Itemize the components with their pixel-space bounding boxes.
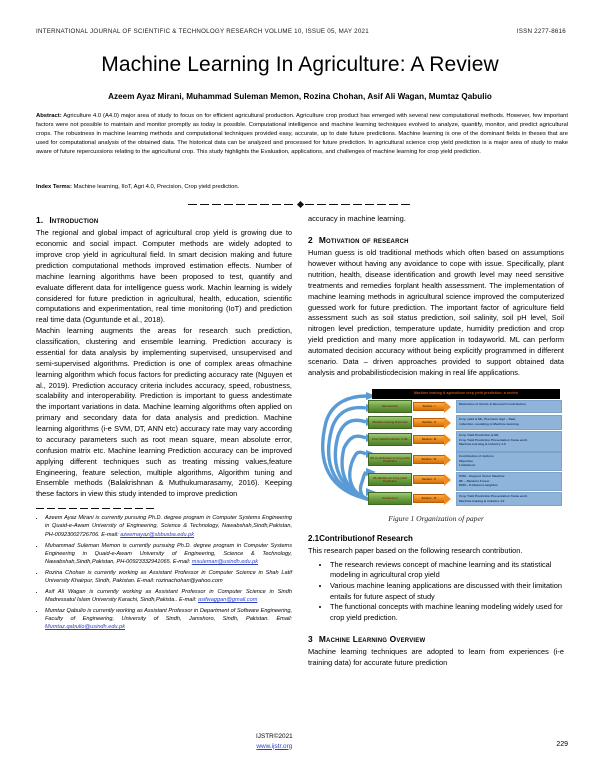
figure-banner: Machine leaning & agriculture crop yield prediction: a review bbox=[372, 389, 560, 399]
figure-detail-line: Motivation of Article & Research Contribution bbox=[459, 401, 526, 406]
right-column bbox=[308, 214, 564, 669]
figure-detail-line: SVM – Support Vector Machine bbox=[459, 473, 505, 478]
figure-detail-line: Machine learning & industry 4.0 bbox=[459, 442, 506, 447]
figure-stage-box: ML Contribution in Crop yield Prediction bbox=[368, 453, 412, 466]
heading-motivation bbox=[308, 234, 564, 246]
figure-1 bbox=[308, 388, 564, 524]
page-footer bbox=[0, 732, 600, 768]
footer-url-link[interactable]: www.ijstr.org bbox=[256, 742, 293, 750]
heading-motivation-number: 2 bbox=[308, 234, 313, 245]
abstract-text: Agriculture 4.0 (A4.0) major area of study to focus on for efficient agricultural production. Agriculture crop product has emerged with several new computational methods. However, few important factors were not possible to maintain and monitor promptly as today is possible. Computational intelligence and machine learning techniques evolved to analyze, quantify, monitor, and predict agricultural crops. The robustness in machine learning methods and computational techniques provided easy, accurate, up to date future predictions. Machine learning is one of the dominant fields in theses that are used for computational analysis of the obtained data. The historical data can be analyzed and processed for future prediction. In agricultural science crop yield prediction is a major area of study to make aware of future repercussions relating to the agricultural crop. This study highlights the Evaluation, applications, and challenges of machine learning for crop yield prediction. bbox=[36, 113, 568, 155]
affiliation-email-link[interactable]: Mumtaz.qabulio@usindh.edu.pk bbox=[45, 624, 125, 631]
figure-detail-line: RF – Random Forest bbox=[459, 478, 490, 483]
heading-introduction-label: Introduction bbox=[49, 215, 99, 225]
divider-dashes-right bbox=[305, 204, 413, 205]
intro-paragraph-2: Machin learning augments the areas for research such prediction, classification, clustering and ensemble learning. Prediction accuracy is essential for data analysis by implementing supervised, unsupervised and semi-supervised algorithms. Prediction is one of complex areas ofmachine learning algorithm which focus factors for predicting accuracy rate (Nguyen et al., 2019). Prediction accuracy criteria includes accuracy, speed, robustness, scalability and interoperability. Prediction is important to guess andestimate the important variations in data. Machine learning algorithms often applied on primary and secondary data for data analysis and prediction. Machine learning algorithms (i-e SVM, DT, ANN etc) accuracy rate may vary according to accuracy parameters such as root mean square, mean absolute error, confusion matrix etc. Machine learning Prediction accuracy can be improved applying different techniques such as treating missing values,feature Engineering, feature selection, multiple algorithms, Algorithm tuning and Ensemble methods (Balakrishnan & Muthukumarasamy, 2016). Keeping these factors in view this study intended to improve prediction bbox=[36, 326, 292, 499]
abstract bbox=[36, 112, 568, 156]
list-item bbox=[45, 514, 292, 539]
page-number: 229 bbox=[556, 741, 568, 748]
list-item bbox=[45, 569, 292, 586]
abstract-label: Abstract: bbox=[36, 113, 62, 119]
left-column bbox=[36, 214, 292, 634]
index-terms-text: Machine learning, IIoT, Agri 4.0, Precision, Crop yield prediction. bbox=[71, 184, 240, 190]
affiliation-text: is currently pursuing Ph.D. degree program in Computer Systems Engineering in Quaid-e-Awam University of Engineering, Science & Technology, Nawabshah,Sindh,Pakistan, PH-00923332941065. E-mail: bbox=[45, 542, 293, 566]
contribution-bullet-list bbox=[308, 560, 564, 624]
list-item bbox=[45, 607, 292, 632]
figure-stage-box: Machine leaning Overview bbox=[368, 416, 412, 429]
author-list: Azeem Ayaz Mirani, Muhammad Suleman Memon, Rozina Chohan, Asif Ali Wagan, Mumtaz Qabulio bbox=[108, 92, 492, 101]
list-item: • The functional concepts with machine leaning modeling widely used for crop yield prediction. bbox=[330, 602, 564, 623]
affiliation-text: is currently working as Assistant Professor in Computer Science in Shah Latif University Khairpur, Sindh, Pakistan. E-mail: rozinachohan@yahoo.com bbox=[45, 569, 293, 585]
figure-detail-panel bbox=[456, 400, 562, 413]
figure-detail-panel bbox=[456, 431, 562, 452]
figure-stage-box: ML Models for Crop yield Prediction bbox=[368, 473, 412, 486]
page-title: Machine Learning In Agriculture: A Review bbox=[101, 53, 499, 76]
heading-introduction-number: 1. bbox=[36, 215, 44, 225]
figure-detail-line: collection, modeling in Machine learning bbox=[459, 421, 519, 426]
figure-detail-line: Objective bbox=[459, 458, 473, 463]
heading-ml-overview-number: 3 bbox=[308, 633, 313, 644]
affiliation-email-link[interactable]: msuleman@usindh.edu.pk bbox=[191, 559, 259, 566]
list-item bbox=[45, 542, 292, 567]
heading-contribution: 2.1Contributionof Research bbox=[308, 533, 413, 543]
footer-copyright: IJSTR©2021 bbox=[256, 733, 293, 740]
affiliation-name: Muhammad Suleman Memon bbox=[45, 542, 121, 549]
index-terms bbox=[36, 183, 568, 192]
divider-dashes-left bbox=[188, 204, 296, 205]
motivation-paragraph: Human guess is old traditional methods which often based on assumptions however without having any avoidance to cope with issue. Specifically, plant nutrition, health, disease identification and growth level may need sensitive treatments and remedies forplant health assessment. The implementation of machine learning methods in agricultural science improved the computerized guessed work for future prediction. The important factor of agriculture field assessment such as soil status prediction, soil salinity, soil pH level, Soil nitrogen level prediction, temperature update, humidity prediction and crop yield prediction and many more application in todayworld. ML can perform automated decision accuracy without being explicitly programmed in different scenario. Data – driven approaches provided to support obtained data analysis and probabilisticdecision making in real life applications. bbox=[308, 248, 564, 377]
figure-detail-line: Limitations bbox=[459, 463, 476, 468]
contribution-intro: This research paper based on the following research contribution. bbox=[308, 545, 523, 555]
affiliation-name: Asif Ali Wagan bbox=[45, 588, 86, 595]
figure-detail-line: Machine leaning & industry 4.0 bbox=[459, 498, 505, 503]
affiliation-list bbox=[36, 514, 292, 631]
figure-arc-arrows-icon bbox=[310, 392, 376, 506]
footnote-rule bbox=[36, 508, 154, 509]
figure-detail-line: Crop yield & ML, Precision Agri – Data bbox=[459, 416, 516, 421]
journal-title-line: INTERNATIONAL JOURNAL OF SCIENTIFIC & TECHNOLOGY RESEARCH VOLUME 10, ISSUE 05, MAY 2021 bbox=[36, 28, 369, 35]
affiliation-text: is currently pursuing Ph.D. degree program in Computer Systems Engineering in Quaid-e-Awam University of Engineering, Science & Technology, Nawabshah,Sindh,Pakistan, PH-00923002726706. E-mail: bbox=[45, 515, 292, 538]
index-terms-label: Index Terms: bbox=[36, 184, 72, 190]
figure-detail-line: KNN – K-Nearest neighbor bbox=[459, 483, 498, 488]
heading-introduction bbox=[36, 214, 292, 226]
running-head bbox=[36, 28, 568, 35]
footer-imprint bbox=[256, 732, 293, 751]
figure-stage-box: Crop Yield Prediction in ML bbox=[368, 433, 412, 446]
figure-section-arrow: Section - I bbox=[413, 402, 444, 411]
affiliation-name: Azeem Ayaz Mirani bbox=[45, 515, 94, 522]
left-column-continuation: accuracy in machine learning. bbox=[308, 214, 406, 223]
figure-stage-box: Conclusion bbox=[368, 492, 412, 505]
figure-detail-panel bbox=[456, 415, 562, 430]
figure-detail-line: Crop Yield Prediction Presentation frame work bbox=[459, 493, 528, 498]
affiliation-name: Rozina Chohan bbox=[45, 569, 85, 576]
issn-label: ISSN 2277-8616 bbox=[516, 28, 566, 35]
affiliation-email-link[interactable]: azeemayaz@sbbusba.edu.pk bbox=[120, 531, 195, 538]
figure-row bbox=[368, 400, 444, 414]
figure-row bbox=[368, 433, 444, 447]
figure-detail-line: Crop Yield Prediction & ML bbox=[459, 432, 499, 437]
figure-section-arrow: Section - III bbox=[413, 435, 444, 444]
affiliation-text: is currently working as Assistant Professor in Department of Software Engineering, Faculty of Engineering, University of Sindh, Jamshoro, Sindh, Pakistan. Email: bbox=[45, 607, 293, 623]
figure-detail-line: Contribution of Authors bbox=[459, 453, 494, 458]
heading-ml-overview bbox=[308, 633, 564, 645]
figure-row bbox=[368, 473, 444, 487]
heading-motivation-label: Motivation of research bbox=[318, 234, 409, 245]
figure-detail-panel bbox=[456, 492, 562, 506]
list-item: • The research reviews concept of machine learning and its statistical modeling in agricultural crop yield bbox=[330, 560, 564, 581]
section-divider bbox=[0, 198, 600, 210]
heading-ml-overview-label: Machine Learning Overview bbox=[318, 633, 426, 644]
list-item bbox=[45, 588, 292, 605]
figure-section-arrow: Section - II bbox=[413, 418, 444, 427]
affiliation-text: is currently working as Assistant Professor in Computer Science in Sindh Madressatul Islam University Karachi, Sindh,Pakista.. E-mail: bbox=[45, 588, 292, 604]
figure-row bbox=[368, 492, 444, 506]
figure-row bbox=[368, 416, 444, 430]
figure-caption: Figure 1 Organization of paper bbox=[388, 513, 484, 523]
figure-stage-box: Introduction bbox=[368, 400, 412, 413]
figure-section-arrow: Section - V bbox=[413, 475, 444, 484]
ml-overview-paragraph: Machine learning techniques are adopted to learn from experiences (i-e training data) for accurate future prediction bbox=[308, 647, 564, 668]
affiliation-name: Mumtaz Qabulio bbox=[45, 607, 86, 614]
list-item: • Various machine leaning applications are discussed with their limitation entails for future aspect of study bbox=[330, 581, 564, 602]
figure-section-arrow: Section - VI bbox=[413, 494, 444, 503]
affiliation-email-link[interactable]: asifwaggan@gmail.com bbox=[197, 597, 258, 604]
figure-detail-line: Crop Yield Prediction Presentation frame work bbox=[459, 437, 528, 442]
figure-section-arrow: Section - IV bbox=[413, 455, 444, 464]
figure-image bbox=[308, 388, 564, 506]
figure-row bbox=[368, 453, 444, 467]
author-affiliations bbox=[36, 514, 292, 631]
divider-diamond-icon bbox=[296, 200, 303, 207]
figure-detail-panel bbox=[456, 452, 562, 471]
figure-detail-panel bbox=[456, 472, 562, 491]
intro-paragraph-1: The regional and global impact of agricultural crop yield is growing due to economic and social impact. Computer methods are widely adopted to improve crop yield in agricultural field. In smart decision making and future prediction computational methods improved estimation effects. Number of machine learning algorithms have been proposed to test, quantify and evaluate different data for intelligence guess work. Machin learning is widely considered for future prediction in agricultural, health, education, scientific computations and experimentation, real time monitoring (IoT) and prediction real time data (Oguntunde et al., 2018). bbox=[36, 228, 292, 325]
